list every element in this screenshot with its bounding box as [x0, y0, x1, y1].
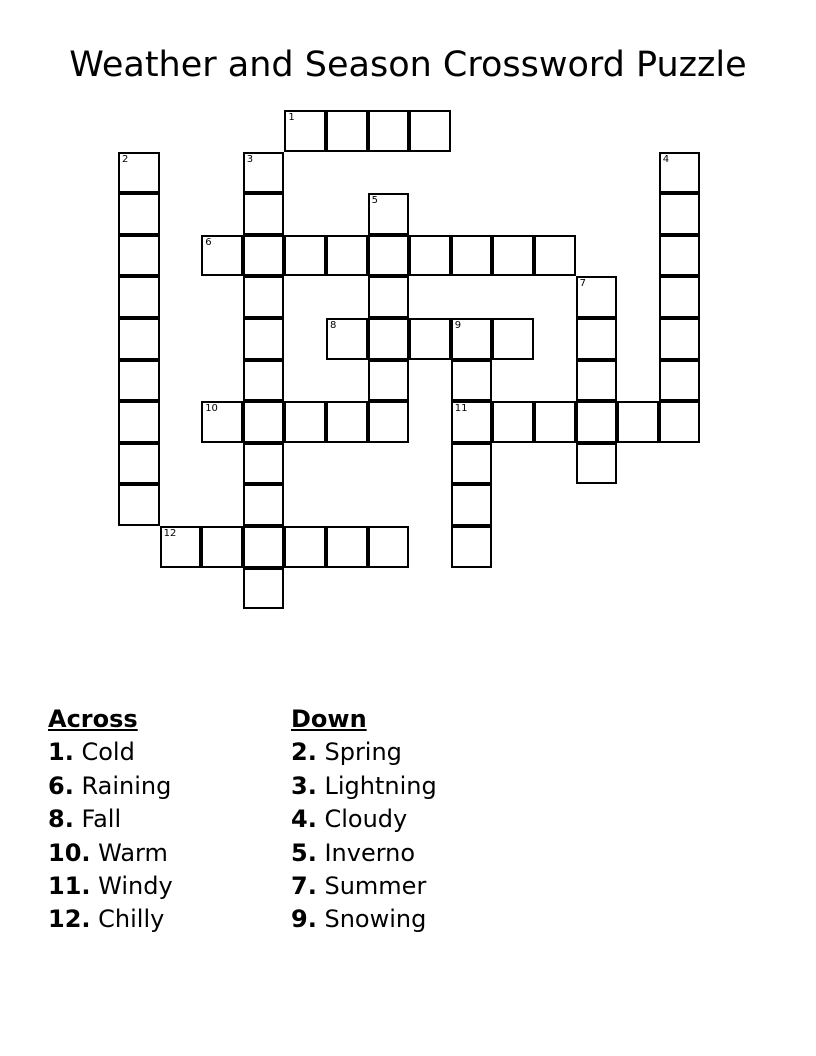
clue-across-12: [48, 903, 173, 936]
grid-cell[interactable]: [284, 401, 326, 443]
down-heading: Down: [291, 705, 367, 733]
clue-text: Windy: [98, 872, 173, 901]
grid-cell[interactable]: [368, 110, 410, 152]
grid-cell[interactable]: [492, 318, 534, 360]
grid-cell[interactable]: [368, 526, 410, 568]
grid-cell[interactable]: [118, 152, 160, 194]
grid-cell[interactable]: [243, 401, 285, 443]
grid-cell[interactable]: [451, 443, 493, 485]
grid-cell[interactable]: [284, 526, 326, 568]
grid-cell[interactable]: [201, 401, 243, 443]
grid-cell[interactable]: [492, 235, 534, 277]
grid-cell[interactable]: [451, 526, 493, 568]
grid-cell[interactable]: [284, 110, 326, 152]
grid-cell[interactable]: [659, 235, 701, 277]
clue-across-11: [48, 870, 173, 903]
cell-number: 5: [371, 195, 378, 207]
grid-cell[interactable]: [243, 193, 285, 235]
across-heading: Across: [48, 705, 138, 733]
clue-text: Lightning: [324, 771, 437, 800]
grid-cell[interactable]: [659, 276, 701, 318]
grid-cell[interactable]: [118, 318, 160, 360]
cell-number: 2: [122, 153, 129, 165]
clue-across-6: [48, 770, 173, 803]
cell-number: 9: [454, 320, 462, 331]
grid-cell[interactable]: [659, 193, 701, 235]
grid-cell[interactable]: [243, 443, 285, 485]
grid-cell[interactable]: [243, 152, 285, 194]
clue-text: Cold: [81, 738, 135, 767]
clue-number: 4.: [291, 805, 317, 834]
grid-cell[interactable]: [659, 152, 701, 194]
clue-number: 1.: [48, 738, 74, 767]
clue-down-4: [291, 803, 437, 836]
clue-text: Snowing: [324, 905, 427, 934]
grid-cell[interactable]: [451, 484, 493, 526]
clue-number: 11.: [48, 872, 91, 901]
clue-text: Spring: [324, 738, 402, 767]
grid-cell[interactable]: [409, 110, 451, 152]
page-title: Weather and Season Crossword Puzzle: [69, 45, 747, 85]
clue-number: 12.: [48, 905, 91, 934]
grid-cell[interactable]: [576, 401, 618, 443]
grid-cell[interactable]: [243, 318, 285, 360]
grid-cell[interactable]: [118, 484, 160, 526]
grid-cell[interactable]: [160, 526, 202, 568]
grid-cell[interactable]: [576, 443, 618, 485]
grid-cell[interactable]: [368, 276, 410, 318]
clue-text: Chilly: [98, 905, 165, 934]
grid-cell[interactable]: [451, 360, 493, 402]
across-clues: [48, 703, 173, 937]
grid-cell[interactable]: [368, 193, 410, 235]
grid-cell[interactable]: [326, 235, 368, 277]
clue-down-9: [291, 903, 437, 936]
grid-cell[interactable]: [617, 401, 659, 443]
grid-cell[interactable]: [451, 401, 493, 443]
cell-number: 3: [246, 153, 254, 165]
grid-cell[interactable]: [576, 360, 618, 402]
clue-text: Raining: [81, 771, 172, 800]
clue-number: 3.: [291, 771, 317, 800]
grid-cell[interactable]: [118, 443, 160, 485]
clue-number: 9.: [291, 905, 317, 934]
grid-cell[interactable]: [451, 318, 493, 360]
grid-cell[interactable]: [284, 235, 326, 277]
grid-cell[interactable]: [243, 526, 285, 568]
clue-text: Cloudy: [324, 805, 408, 834]
grid-cell[interactable]: [118, 360, 160, 402]
grid-cell[interactable]: [659, 401, 701, 443]
cell-number: 7: [579, 278, 586, 290]
grid-cell[interactable]: [451, 235, 493, 277]
grid-cell[interactable]: [576, 318, 618, 360]
grid-cell[interactable]: [118, 401, 160, 443]
clue-down-5: [291, 837, 437, 870]
grid-cell[interactable]: [118, 193, 160, 235]
clue-number: 2.: [291, 738, 317, 767]
cell-number: 4: [662, 153, 670, 165]
clue-down-2: [291, 736, 437, 769]
grid-cell[interactable]: [118, 235, 160, 277]
grid-cell[interactable]: [576, 276, 618, 318]
cell-number: 8: [330, 320, 337, 331]
clue-text: Warm: [98, 838, 168, 867]
grid-cell[interactable]: [201, 526, 243, 568]
grid-cell[interactable]: [326, 110, 368, 152]
grid-cell[interactable]: [659, 360, 701, 402]
clue-down-3: [291, 770, 437, 803]
clue-across-1: [48, 736, 173, 769]
grid-cell[interactable]: [659, 318, 701, 360]
clue-number: 5.: [291, 838, 317, 867]
clue-text: Inverno: [324, 838, 416, 867]
grid-cell[interactable]: [118, 276, 160, 318]
grid-cell[interactable]: [243, 484, 285, 526]
grid-cell[interactable]: [492, 401, 534, 443]
grid-cell[interactable]: [326, 318, 368, 360]
clue-number: 10.: [48, 838, 91, 867]
clue-text: Fall: [81, 805, 122, 834]
clue-across-8: [48, 803, 173, 836]
clue-number: 7.: [291, 872, 317, 901]
grid-cell[interactable]: [368, 318, 410, 360]
grid-cell[interactable]: [243, 235, 285, 277]
grid-cell[interactable]: [243, 276, 285, 318]
clue-number: 8.: [48, 805, 74, 834]
cell-number: 11: [454, 403, 468, 415]
clue-text: Summer: [324, 872, 427, 901]
cell-number: 1: [288, 112, 295, 123]
down-clues: [291, 703, 437, 937]
grid-cell[interactable]: [409, 318, 451, 360]
grid-cell[interactable]: [326, 526, 368, 568]
grid-cell[interactable]: [534, 235, 576, 277]
grid-cell[interactable]: [243, 568, 285, 610]
cell-number: 10: [205, 403, 218, 415]
grid-cell[interactable]: [534, 401, 576, 443]
grid-cell[interactable]: [326, 401, 368, 443]
cell-number: 12: [163, 528, 177, 539]
cell-number: 6: [205, 236, 212, 248]
clue-number: 6.: [48, 771, 74, 800]
grid-cell[interactable]: [368, 235, 410, 277]
grid-cell[interactable]: [243, 360, 285, 402]
clue-across-10: [48, 837, 173, 870]
grid-cell[interactable]: [201, 235, 243, 277]
grid-cell[interactable]: [368, 360, 410, 402]
grid-cell[interactable]: [409, 235, 451, 277]
grid-cell[interactable]: [368, 401, 410, 443]
clue-down-7: [291, 870, 437, 903]
